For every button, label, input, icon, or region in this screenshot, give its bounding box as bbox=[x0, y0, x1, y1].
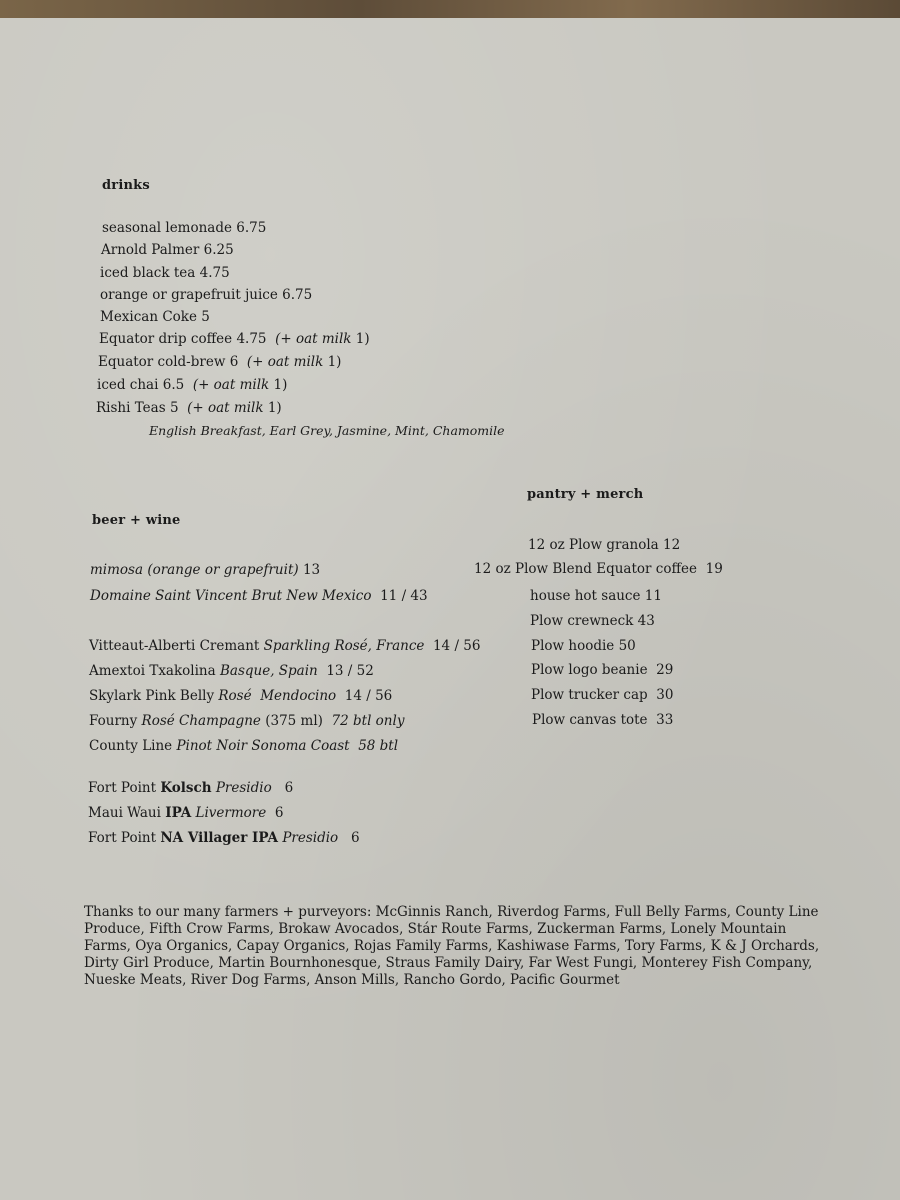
pantry-heading: pantry + merch bbox=[527, 487, 644, 502]
pantry-item: Plow trucker cap 30 bbox=[531, 687, 674, 703]
drinks-heading: drinks bbox=[102, 178, 150, 193]
drink-item: Equator drip coffee 4.75 (+ oat milk 1) bbox=[99, 331, 370, 347]
drink-item: Mexican Coke 5 bbox=[100, 309, 210, 325]
wine-item: Fourny Rosé Champagne (375 ml) 72 btl only bbox=[89, 713, 405, 729]
drink-item: Arnold Palmer 6.25 bbox=[101, 242, 234, 258]
drink-item: seasonal lemonade 6.75 bbox=[102, 220, 267, 236]
wine-item: Domaine Saint Vincent Brut New Mexico 11 / 43 bbox=[90, 588, 428, 604]
beer-item: Maui Waui IPA Livermore 6 bbox=[88, 805, 284, 821]
beer-item: Fort Point NA Villager IPA Presidio 6 bbox=[88, 830, 360, 846]
drink-item: Rishi Teas 5 (+ oat milk 1) bbox=[96, 400, 282, 416]
wine-item: Skylark Pink Belly Rosé Mendocino 14 / 56 bbox=[89, 688, 393, 704]
drink-item: iced black tea 4.75 bbox=[100, 265, 230, 281]
drink-item: iced chai 6.5 (+ oat milk 1) bbox=[97, 377, 288, 393]
drink-item: orange or grapefruit juice 6.75 bbox=[100, 287, 313, 303]
pantry-item: Plow canvas tote 33 bbox=[532, 712, 674, 728]
wine-item: mimosa (orange or grapefruit) 13 bbox=[90, 562, 321, 578]
pantry-item: 12 oz Plow Blend Equator coffee 19 bbox=[474, 561, 723, 577]
beer-item: Fort Point Kolsch Presidio 6 bbox=[88, 780, 294, 796]
thanks-paragraph: Thanks to our many farmers + purveyors: McGinnis Ranch, Riverdog Farms, Full Belly Farms, County Line Produce, Fifth Crow Farms, Brokaw Avocados, Stár Route Farms, Zuckerman Farms, Lonely Mountain Farms, Oya Organics, Capay Organics, Rojas Family Farms, Kashiwase Farms, Tory Farms, K & J Orchards, Dirty Girl Produce, Martin Bournhonesque, Straus Family Dairy, Far West Fungi, Monterey Fish Company, Nueske Meats, River Dog Farms, Anson Mills, Rancho Gordo, Pacific Gourmet bbox=[84, 904, 820, 988]
pantry-item: Plow hoodie 50 bbox=[531, 638, 636, 654]
wine-item: County Line Pinot Noir Sonoma Coast 58 btl bbox=[89, 738, 399, 754]
pantry-item: 12 oz Plow granola 12 bbox=[528, 537, 681, 553]
beer-wine-heading: beer + wine bbox=[92, 513, 181, 528]
pantry-item: Plow logo beanie 29 bbox=[531, 662, 674, 678]
drink-item: Equator cold-brew 6 (+ oat milk 1) bbox=[98, 354, 342, 370]
wine-item: Vitteaut-Alberti Cremant Sparkling Rosé, France 14 / 56 bbox=[89, 638, 481, 654]
wine-item: Amextoi Txakolina Basque, Spain 13 / 52 bbox=[89, 663, 374, 679]
menu-paper bbox=[0, 18, 900, 1200]
pantry-item: house hot sauce 11 bbox=[530, 588, 662, 604]
pantry-item: Plow crewneck 43 bbox=[530, 613, 655, 629]
tea-options: English Breakfast, Earl Grey, Jasmine, Mint, Chamomile bbox=[149, 423, 505, 438]
